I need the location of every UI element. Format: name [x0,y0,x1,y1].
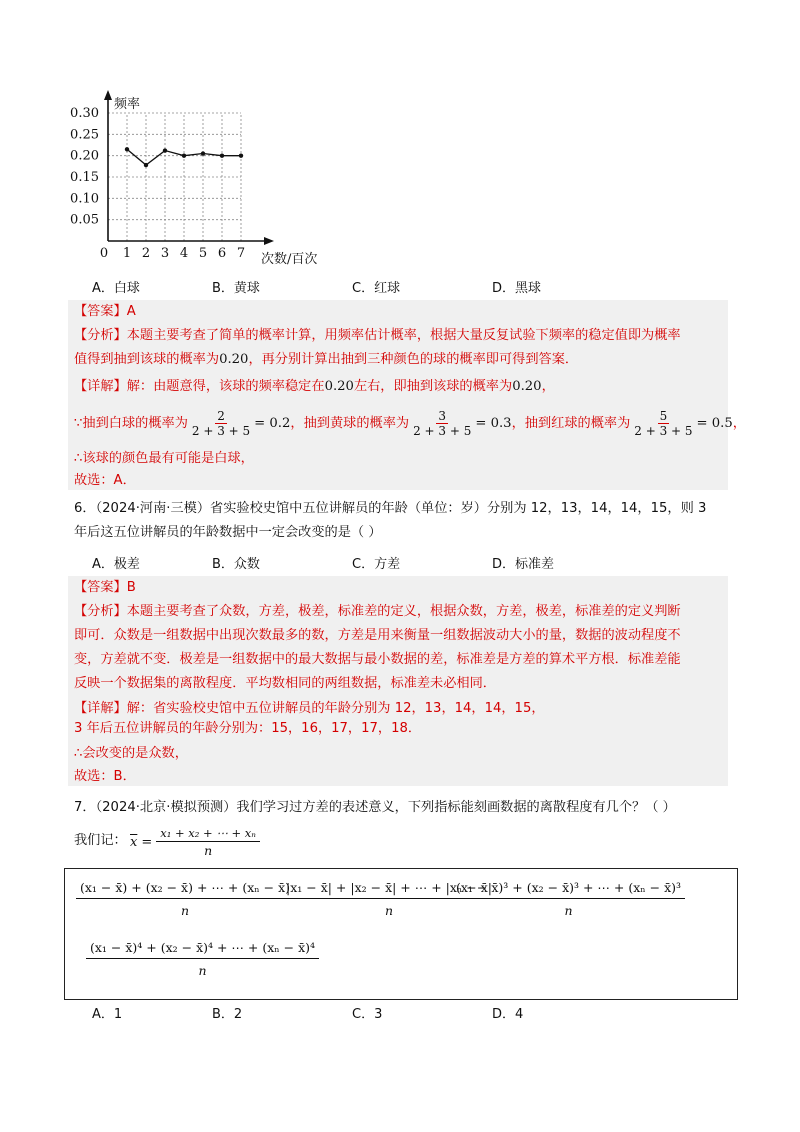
q6-detail-line3: ∴会改变的是众数， [74,746,188,761]
origin-label: 0 [99,246,109,261]
q7-recall-label: 我们记： [74,833,127,848]
data-point [239,153,243,157]
q7-expr-cubed-deviation: $\frac{\text{(x₁ − x̄)³ + (x₂ − x̄)³ + ⋯ + (xₙ − x̄)³}}{n}$ [452,880,685,918]
q6-detail-line2: 3 年后五位讲解员的年龄分别为：15，16，17，17，18． [74,721,422,736]
x-tick-label: 6 [217,246,227,261]
q6-analysis-line4: 反映一个数据集的离散程度．平均数相同的两组数据，标准差未必相同． [74,676,496,691]
q7-option-d: D．4 [492,1007,524,1022]
q5-option-d: D．黑球 [492,281,542,296]
q6-analysis-line3: 变，方差就不变．极差是一组数据中的最大数据与最小数据的差，标准差是方差的算术平方根．标准差能 [74,652,681,667]
q6-detail-line1: 【详解】解：省实验校史馆中五位讲解员的年龄分别为 12，13，14，14，15， [74,701,545,716]
q5-option-a: A．白球 [92,281,140,296]
fraction-yellow: $\frac{3}{2 + 3 + 5}$ [413,408,472,438]
fraction-white: $\frac{2}{2 + 3 + 5}$ [191,408,251,438]
q6-choice: 故选：B． [74,769,136,784]
y-tick-label: 0.10 [70,191,99,207]
q6-stem-line2: 年后这五位讲解员的年龄数据中一定会改变的是（ ） [74,525,382,540]
x-tick-label: 2 [141,246,151,261]
y-tick-label: 0.15 [70,170,99,185]
frequency-chart [60,88,350,268]
q7-expr-fourth-power-deviation: $\frac{\text{(x₁ − x̄)⁴ + (x₂ − x̄)⁴ + ⋯ + (xₙ − x̄)⁴}}{n}$ [86,940,319,978]
q5-therefore: ∴该球的颜色最有可能是白球， [74,451,254,466]
q6-analysis-line1: 【分析】本题主要考查了众数，方差，极差，标准差的定义，根据众数，方差，极差，标准差的定义判断 [74,604,681,619]
y-tick-label: 0.20 [70,148,99,164]
y-tick-label: 0.30 [70,106,99,121]
q5-answer: 【答案】A [74,304,136,319]
data-point [163,148,167,152]
q6-option-a: A．极差 [92,557,140,572]
q5-probability-line: ∵抽到白球的概率为 $\frac{2}{2 + 3 + 5}$ = 0.2，抽到黄球的概率为 $\frac{3}{2 + 3 + 5}$ = 0.3，抽到红球的概率为 $\frac{5}{2 + 3 + 5}$ = 0.5， [74,408,746,438]
q6-analysis-line2: 即可．众数是一组数据中出现次数最多的数，方差是用来衡量一组数据波动大小的量，数据的波动程度不 [74,628,681,643]
q6-option-b: B．众数 [212,557,260,572]
data-point [201,151,205,155]
q7-option-b: B．2 [212,1007,243,1022]
q5-option-c: C．红球 [352,281,401,296]
data-point [125,147,129,151]
x-tick-label: 7 [236,246,246,261]
q5-detail-line: 【详解】解：由题意得，该球的频率稳定在0.20左右，即抽到该球的概率为0.20， [74,379,555,394]
chart-grid [108,113,241,241]
q5-choice: 故选：A． [74,473,136,488]
q6-stem-line1: 6．（2024·河南·三模）省实验校史馆中五位讲解员的年龄（单位：岁）分别为 12，13，14，14，15，则 3 [74,501,707,516]
data-point [144,163,148,167]
q5-analysis-line2: 值得到抽到该球的概率为0.20，再分别计算出抽到三种颜色的球的概率即可得到答案． [74,352,579,367]
data-point [220,153,224,157]
q6-option-c: C．方差 [352,557,401,572]
q6-option-d: D．标准差 [492,557,555,572]
q5-analysis-line1: 【分析】本题主要考查了简单的概率计算，用频率估计概率，根据大量反复试验下频率的稳定值即为概率 [74,328,681,343]
x-tick-label: 5 [198,246,208,261]
q5-option-b: B．黄球 [212,281,260,296]
x-tick-label: 1 [122,246,132,261]
q7-expr-sum-deviation: $\frac{\text{(x₁ − x̄) + (x₂ − x̄) + ⋯ + (xₙ − x̄)}}{n}$ [76,880,294,918]
x-axis-label: 次数/百次 [261,252,318,267]
q7-mean-definition: $\overline{x}$ = $\frac{\text{x₁ + x₂ + ⋯ + xₙ}}{n}$ [130,826,260,858]
y-tick-label: 0.05 [70,212,99,228]
y-tick-label: 0.25 [70,127,99,143]
y-axis-label: 频率 [114,97,141,112]
q7-stem: 7．（2024·北京·模拟预测）我们学习过方差的表述意义，下列指标能刻画数据的离散程度有几个？（ ） [74,800,676,815]
y-axis-arrow [104,90,112,100]
x-tick-label: 3 [160,246,170,261]
data-point [182,153,186,157]
x-tick-label: 4 [179,246,189,261]
q6-answer: 【答案】B [74,580,136,595]
q7-option-a: A．1 [92,1007,123,1022]
q7-option-c: C．3 [352,1007,383,1022]
fraction-red: $\frac{5}{2 + 3 + 5}$ [634,408,693,438]
x-axis-arrow [264,237,274,245]
q7-expr-abs-deviation: $\frac{\text{|x₁ − x̄| + |x₂ − x̄| + ⋯ + |xₙ − x̄|}}{n}$ [282,880,496,918]
